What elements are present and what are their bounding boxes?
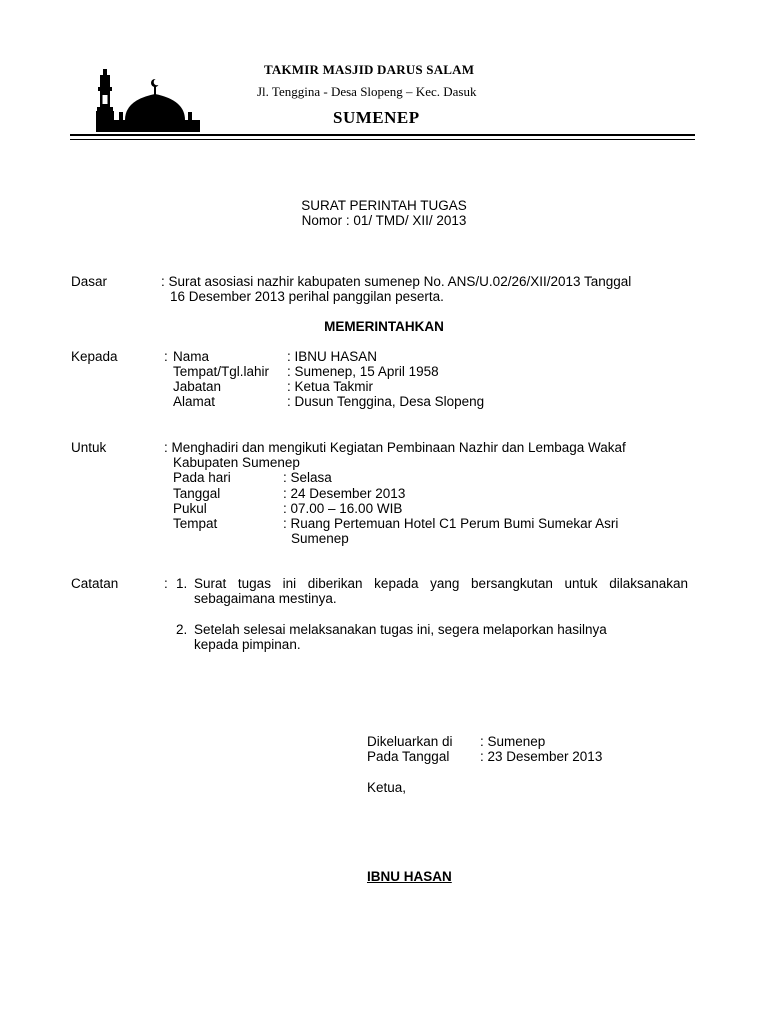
org-city: SUMENEP: [333, 108, 420, 127]
mosque-logo-icon: [93, 66, 203, 132]
command-heading: MEMERINTAHKAN: [324, 319, 444, 334]
date-label: Pada Tanggal: [367, 749, 450, 764]
untuk-line-2: Kabupaten Sumenep: [173, 455, 300, 470]
signer-name: IBNU HASAN: [367, 869, 452, 884]
untuk-value: : Selasa: [283, 470, 332, 485]
catatan-item-line: sebagaimana mestinya.: [194, 591, 337, 606]
org-address: Jl. Tenggina - Desa Slopeng – Kec. Dasuk: [257, 84, 477, 99]
kepada-value: : Dusun Tenggina, Desa Slopeng: [287, 394, 485, 409]
kepada-label: Kepada: [71, 349, 118, 364]
catatan-item-line: Setelah selesai melaksanakan tugas ini, segera melaporkan hasilnya: [194, 622, 607, 637]
catatan-item-line: kepada pimpinan.: [194, 637, 301, 652]
kepada-key: Nama: [173, 349, 210, 364]
catatan-item-number: 1.: [176, 576, 188, 591]
dasar-line-1: : Surat asosiasi nazhir kabupaten sumenep No. ANS/U.02/26/XII/2013 Tanggal: [161, 274, 632, 289]
untuk-line-1: : Menghadiri dan mengikuti Kegiatan Pembinaan Nazhir dan Lembaga Wakaf: [164, 440, 626, 455]
letterhead-rule-thick: [70, 134, 695, 136]
untuk-value: : 24 Desember 2013: [283, 486, 406, 501]
untuk-key: Pada hari: [173, 470, 231, 485]
date-value: : 23 Desember 2013: [480, 749, 603, 764]
issued-value: : Sumenep: [480, 734, 546, 749]
untuk-key: Tanggal: [173, 486, 221, 501]
kepada-colon: :: [164, 349, 168, 364]
untuk-key: Pukul: [173, 501, 207, 516]
kepada-value: : IBNU HASAN: [287, 349, 378, 364]
org-name: TAKMIR MASJID DARUS SALAM: [264, 62, 475, 77]
signer-role: Ketua,: [367, 780, 407, 795]
letterhead-rule-thin: [70, 139, 695, 140]
kepada-key: Tempat/Tgl.lahir: [173, 364, 270, 379]
untuk-tempat-continuation: Sumenep: [291, 531, 349, 546]
kepada-value: : Ketua Takmir: [287, 379, 374, 394]
kepada-key: Alamat: [173, 394, 216, 409]
untuk-value: : Ruang Pertemuan Hotel C1 Perum Bumi Sumekar Asri: [283, 516, 619, 531]
kepada-value: : Sumenep, 15 April 1958: [287, 364, 439, 379]
untuk-value: : 07.00 – 16.00 WIB: [283, 501, 403, 516]
catatan-item-line: Surat tugas ini diberikan kepada yang bersangkutan untuk dilaksanakan: [194, 576, 688, 591]
untuk-label: Untuk: [71, 440, 107, 455]
issued-label: Dikeluarkan di: [367, 734, 453, 749]
untuk-key: Tempat: [173, 516, 218, 531]
catatan-item-number: 2.: [176, 622, 188, 637]
letter-title: SURAT PERINTAH TUGAS: [301, 198, 467, 213]
kepada-key: Jabatan: [173, 379, 222, 394]
catatan-colon: :: [164, 576, 168, 591]
catatan-label: Catatan: [71, 576, 119, 591]
letter-number: Nomor : 01/ TMD/ XII/ 2013: [301, 213, 467, 228]
dasar-line-2: 16 Desember 2013 perihal panggilan peserta.: [170, 289, 444, 304]
dasar-label: Dasar: [71, 274, 108, 289]
